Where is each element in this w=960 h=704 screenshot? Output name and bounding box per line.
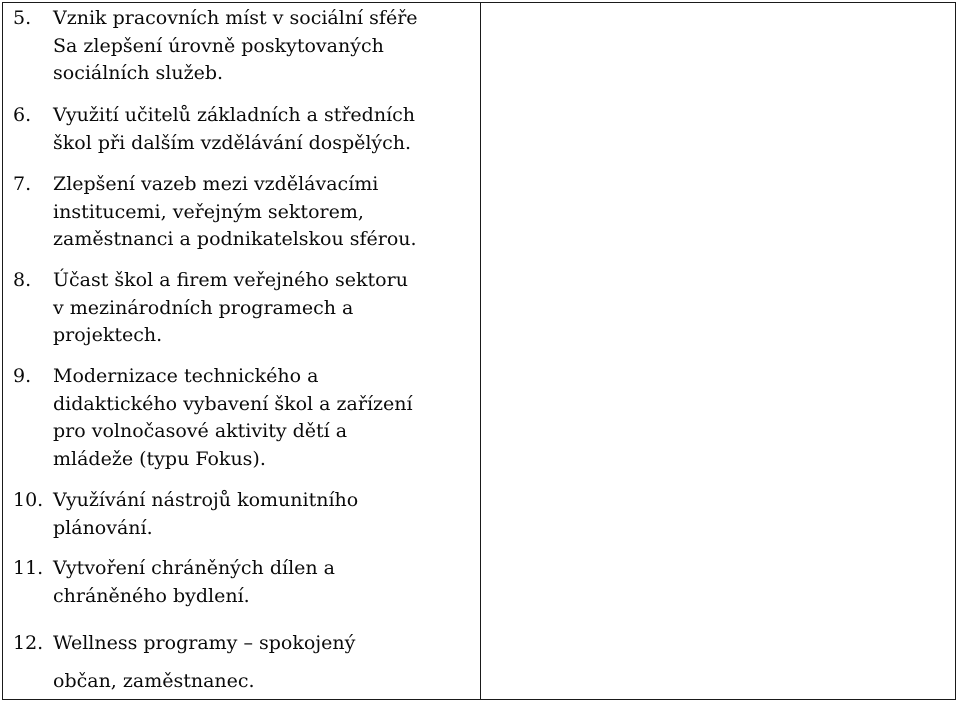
list-item-number: 7.: [13, 173, 32, 195]
list-item-number: 6.: [13, 104, 32, 126]
numbered-list: [3, 3, 479, 699]
list-item-text: Využití učitelů základních a středních škol při dalším vzdělávání dospělých.: [53, 104, 416, 154]
list-item-number: 8.: [13, 269, 32, 291]
list-item-number: 11.: [13, 557, 44, 579]
list-item-text: Wellness programy – spokojený občan, zaměstnanec.: [53, 632, 356, 692]
list-item-text: Modernizace technického a didaktického vybavení škol a zařízení pro volnočasové aktivity dětí a mládeže (typu Fokus).: [53, 365, 413, 470]
column-divider: [480, 3, 481, 699]
list-item-8: [13, 267, 473, 350]
list-item-11: [13, 555, 473, 610]
list-item-text: Využívání nástrojů komunitního plánování.: [53, 489, 359, 539]
list-item-number: 9.: [13, 365, 32, 387]
list-item-10: [13, 487, 473, 542]
list-item-number: 10.: [13, 489, 44, 511]
list-item-text: Zlepšení vazeb mezi vzdělávacími institucemi, veřejným sektorem, zaměstnanci a podnikatelskou sférou.: [53, 173, 417, 250]
list-item-number: 5.: [13, 7, 32, 29]
list-item-5: [13, 5, 473, 88]
list-item-12: [13, 624, 473, 700]
document-table: [2, 2, 956, 700]
list-item-9: [13, 363, 473, 473]
list-item-text: Účast škol a firem veřejného sektoru v mezinárodních programech a projektech.: [53, 269, 408, 346]
list-item-text: Vznik pracovních míst v sociální sféře Sa zlepšení úrovně poskytovaných sociálních služeb.: [53, 7, 418, 84]
list-item-text: Vytvoření chráněných dílen a chráněného bydlení.: [53, 557, 335, 607]
list-item-number: 12.: [13, 632, 44, 654]
list-item-6: [13, 102, 473, 157]
list-item-7: [13, 171, 473, 254]
